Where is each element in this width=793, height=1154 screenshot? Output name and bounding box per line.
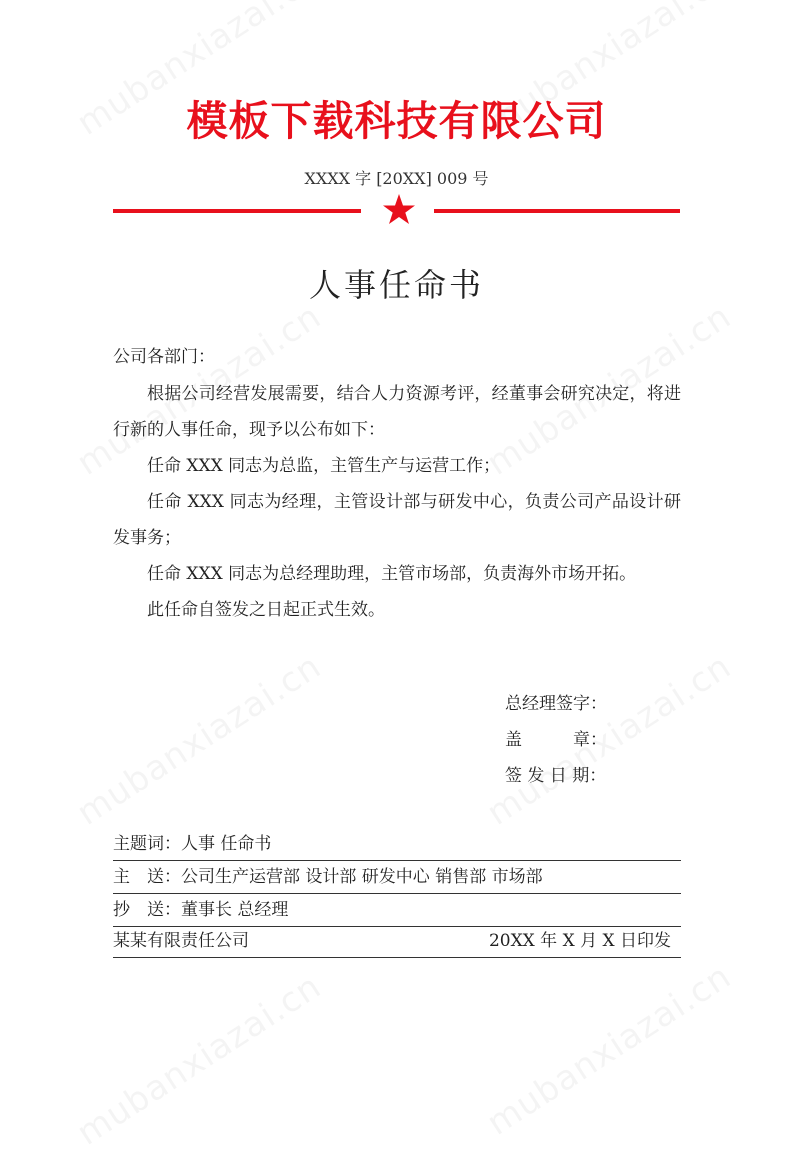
subject-label: 主题词： (113, 834, 181, 854)
print-date: 20XX 年 X 月 X 日印发 (488, 931, 671, 951)
send-label: 主 送： (113, 867, 181, 887)
seal-label: 盖 章： (505, 730, 607, 750)
star-icon (382, 193, 416, 227)
issuer-name: 某某有限责任公司 (113, 931, 249, 951)
signature-block (505, 686, 607, 794)
header-rule-left (113, 209, 361, 213)
company-name: 模板下载科技有限公司 (186, 97, 607, 145)
paragraph: 任命 XXX 同志为经理，主管设计部与研发中心，负责公司产品设计研发事务； (113, 492, 681, 548)
watermark (70, 966, 328, 1153)
footer-subject-row (113, 829, 681, 861)
cc-value: 董事长 总经理 (181, 900, 289, 920)
cc-label: 抄 送： (113, 900, 181, 920)
document-title: 人事任命书 (308, 266, 484, 304)
document-number: XXXX 字 [20XX] 009 号 (304, 169, 489, 188)
paragraph: 此任命自签发之日起正式生效。 (147, 600, 385, 620)
paragraph: 任命 XXX 同志为总监，主管生产与运营工作； (147, 456, 501, 476)
footer-send-row (113, 862, 681, 894)
gm-signature-label: 总经理签字： (505, 694, 607, 714)
body-paragraphs (113, 376, 681, 628)
footer-cc-row (113, 895, 681, 927)
paragraph: 任命 XXX 同志为总经理助理，主管市场部，负责海外市场开拓。 (147, 564, 637, 584)
send-value: 公司生产运营部 设计部 研发中心 销售部 市场部 (181, 867, 543, 887)
watermark (70, 646, 328, 833)
header-rule-right (434, 209, 680, 213)
salutation: 公司各部门： (113, 347, 215, 367)
subject-value: 人事 任命书 (181, 834, 272, 854)
watermark (480, 956, 738, 1143)
footer-issuer-row (113, 926, 681, 958)
issue-date-label: 签 发 日 期： (505, 766, 607, 786)
paragraph: 根据公司经营发展需要，结合人力资源考评，经董事会研究决定，将进行新的人事任命，现予以公布如下： (113, 384, 681, 440)
